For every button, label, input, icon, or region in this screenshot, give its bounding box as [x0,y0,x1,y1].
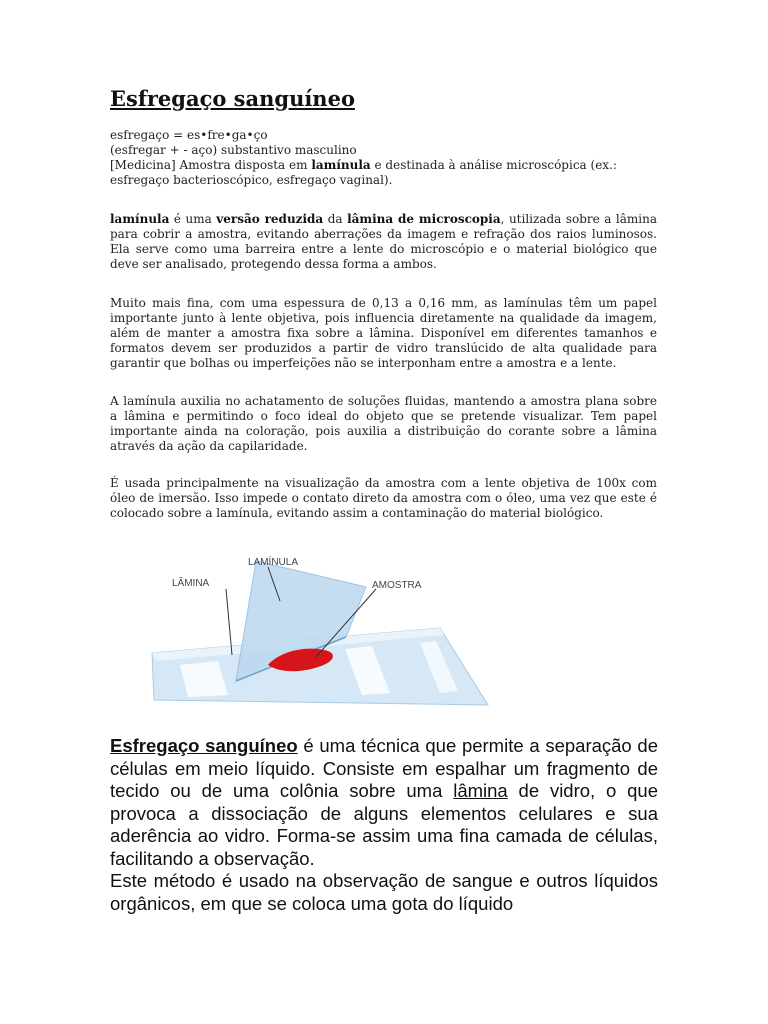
definition-etymology: (esfregar + - aço) substantivo masculino [110,143,357,157]
dictionary-definition [110,128,660,188]
page-title: Esfregaço sanguíneo [110,86,355,111]
definition-syllables: esfregaço = es•fre•ga•ço [110,128,268,142]
para1-text-3: , utilizada sobre a lâmina para cobrir a amostra, evitando aberrações da imagem e refração dos raios luminosos. Ela serve como uma barreira entre a lente do microscópio e o material biológico que deve ser analisado, protegendo dessa forma a ambos. [110,212,657,271]
bold-lamina-microscopia: lâmina de microscopia [347,212,501,226]
para1-text-1: é uma [169,212,217,226]
link-lamina[interactable]: lâmina [453,780,508,801]
sans-text-2: de vidro, o que provoca a dissociação de alguns elementos celulares e sua aderência ao vidro. Forma-se assim uma fina camada de células, facilitando a observação. [110,780,658,869]
term-esfregaco-sanguineo: Esfregaço sanguíneo [110,735,298,756]
para1-text-2: da [323,212,348,226]
sans-text-block [110,735,658,915]
bold-versao-reduzida: versão reduzida [216,212,324,226]
definition-bold-term: lamínula [311,158,371,172]
label-laminula: LAMÍNULA [248,557,299,568]
slide-diagram [140,545,500,715]
sans-paragraph-2: Este método é usado na observação de sangue e outros líquidos orgânicos, em que se coloca uma gota do líquido [110,870,658,914]
bold-laminula: lamínula [110,212,170,226]
pointer-lamina [226,589,232,655]
label-amostra: AMOSTRA [372,580,422,591]
definition-text-b: e destinada à análise microscópica (ex.: esfregaço bacterioscópico, esfregaço vaginal). [110,158,617,187]
paragraph-laminula [110,212,657,272]
definition-text-a: [Medicina] Amostra disposta em [110,158,312,172]
sans-text-1: é uma técnica que permite a separação de células em meio líquido. Consiste em espalhar um fragmento de tecido ou de uma colônia sobre uma [110,735,658,801]
definition-meaning [110,158,660,188]
label-lamina: LÂMINA [172,578,210,589]
paragraph-espessura: Muito mais fina, com uma espessura de 0,13 a 0,16 mm, as lamínulas têm um papel importante junto à lente objetiva, pois influencia diretamente na qualidade da imagem, além de manter a amostra fixa sobre a lâmina. Disponível em diferentes tamanhos e formatos devem ser produzidos a partir de vidro translúcido de alta qualidade para garantir que bolhas ou imperfeições não se interponham entre a amostra e a lente. [110,296,657,370]
paragraph-oleo-imersao: É usada principalmente na visualização da amostra com a lente objetiva de 100x com óleo de imersão. Isso impede o contato direto da amostra com o óleo, uma vez que este é colocado sobre a lamínula, evitando assim a contaminação do material biológico. [110,476,657,520]
paragraph-achatamento: A lamínula auxilia no achatamento de soluções fluidas, mantendo a amostra plana sobre a lâmina e permitindo o foco ideal do objeto que se pretende visualizar. Tem papel importante ainda na coloração, pois auxilia a distribuição do corante sobre a lâmina através da ação da capilaridade. [110,394,657,453]
